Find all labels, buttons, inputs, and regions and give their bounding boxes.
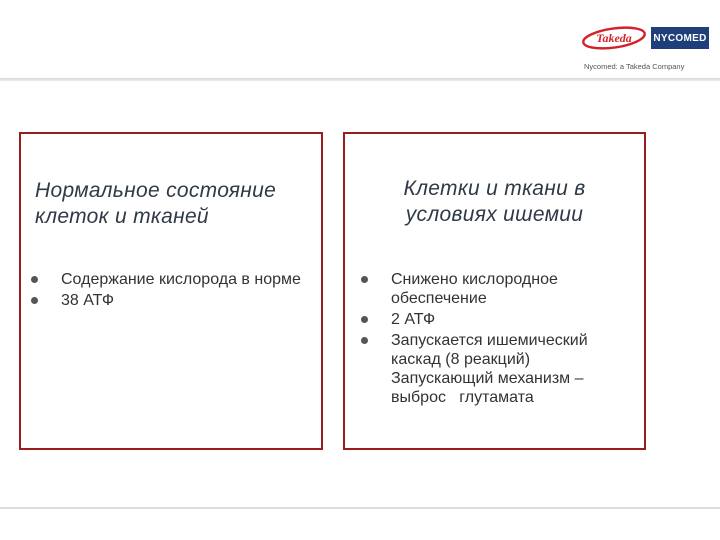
header-divider	[0, 78, 720, 81]
list-item	[29, 291, 319, 310]
left-bullet-list	[29, 270, 319, 312]
bullet-text: 38 АТФ	[61, 292, 115, 309]
right-title-line-2: условиях ишемии	[405, 203, 584, 226]
company-logo	[580, 26, 712, 72]
left-title-line-2: клеток и тканей	[35, 205, 209, 228]
list-item	[359, 310, 639, 329]
nycomed-logo	[651, 27, 709, 49]
bullet-continuation: Запускающий механизм – выброс глутамата	[391, 370, 588, 406]
list-item	[359, 331, 639, 407]
nycomed-wordmark: NYCOMED	[653, 32, 707, 44]
takeda-wordmark: Takeda	[596, 31, 632, 45]
right-title-line-1: Клетки и ткани в	[403, 177, 586, 200]
right-bullet-list	[359, 270, 639, 409]
list-item	[29, 270, 319, 289]
bullet-icon	[361, 316, 368, 323]
bullet-icon	[31, 297, 38, 304]
bullet-text: Содержание кислорода в норме	[61, 271, 301, 288]
bullet-text: 2 АТФ	[391, 311, 436, 328]
bullet-icon	[361, 337, 368, 344]
right-panel-title	[345, 176, 644, 228]
left-title-line-1: Нормальное состояние	[35, 179, 277, 202]
normal-state-panel	[19, 132, 323, 450]
bullet-icon	[31, 276, 38, 283]
bullet-icon	[361, 276, 368, 283]
footer-divider	[0, 507, 720, 509]
takeda-logo-icon	[580, 26, 648, 50]
bullet-text: Снижено кислородное обеспечение	[391, 271, 558, 307]
list-item	[359, 270, 639, 308]
left-panel-title	[35, 178, 335, 230]
logo-caption: Nycomed: a Takeda Company	[584, 62, 685, 71]
ischemia-panel	[343, 132, 646, 450]
bullet-text: Запускается ишемический каскад (8 реакций)	[391, 332, 588, 368]
